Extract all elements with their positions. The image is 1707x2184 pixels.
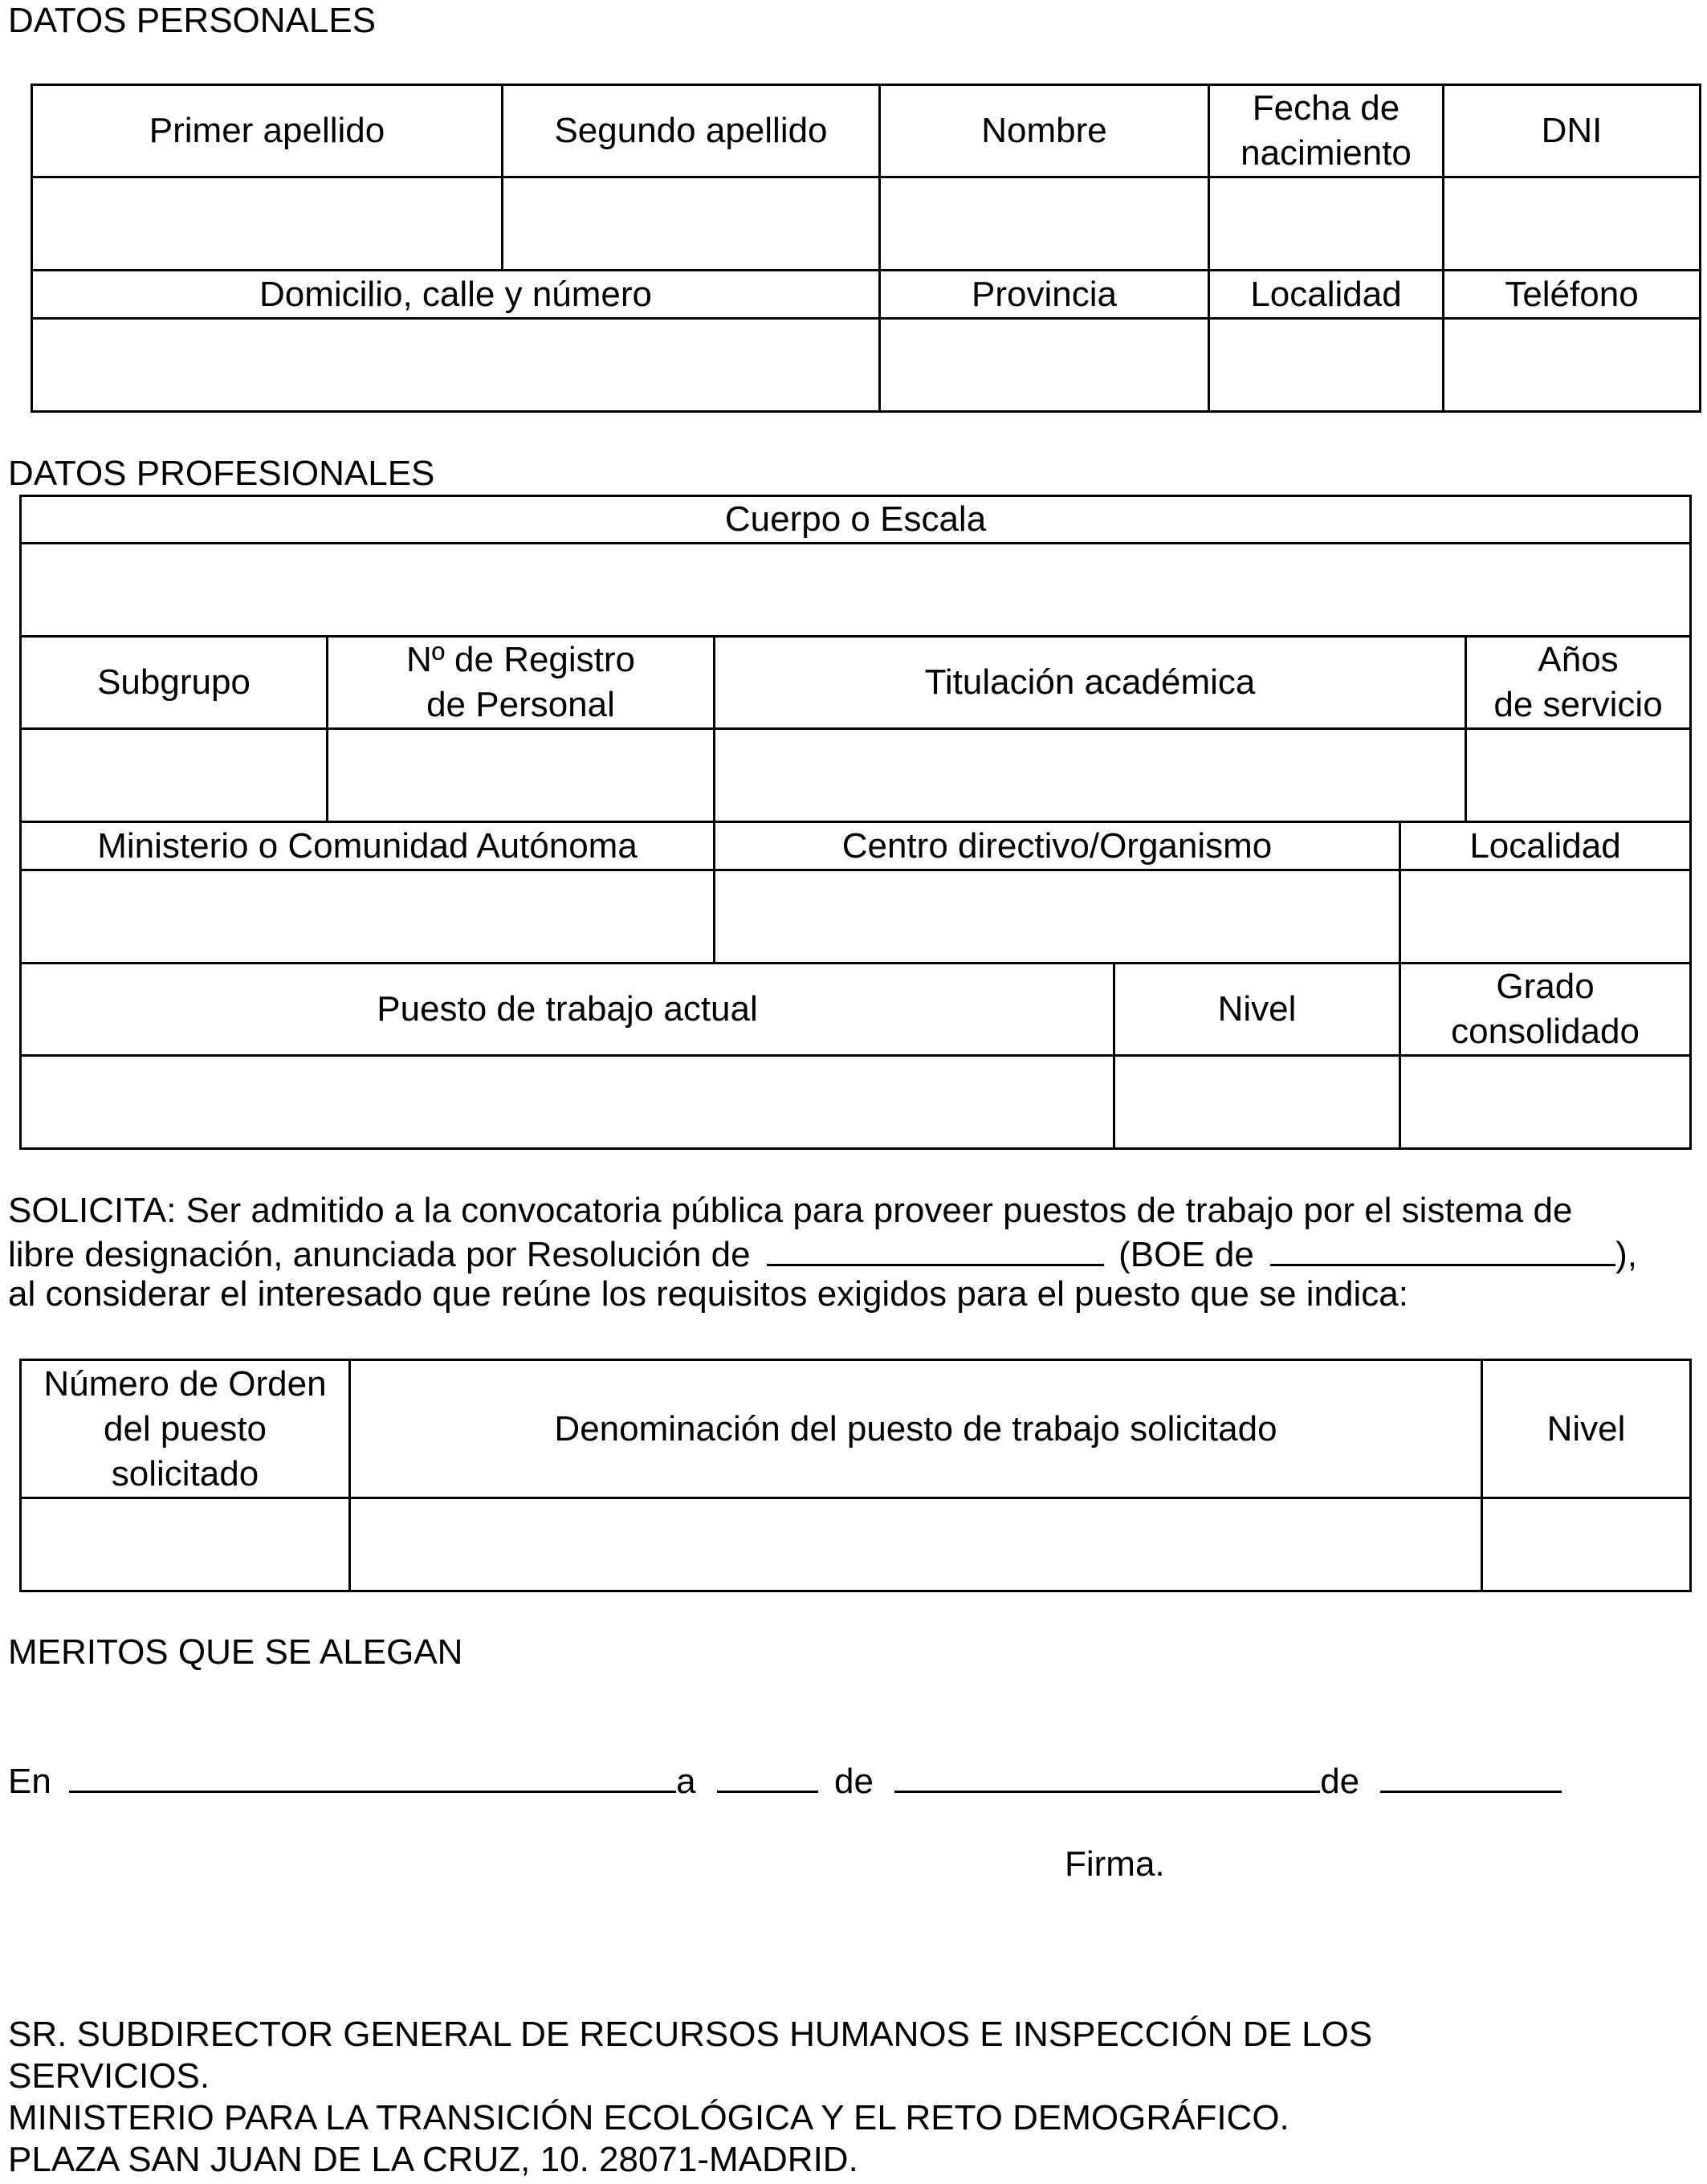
field-subgrupo[interactable] [21, 729, 328, 822]
header-nivel-solicitado: Nivel [1482, 1360, 1691, 1498]
header-primer-apellido: Primer apellido [32, 85, 503, 177]
header-localidad: Localidad [1209, 271, 1444, 319]
field-nombre[interactable] [880, 177, 1209, 271]
header-puesto-actual: Puesto de trabajo actual [21, 964, 1114, 1056]
de-label-2: de [1320, 1762, 1360, 1801]
de-label-1: de [834, 1762, 874, 1801]
field-domicilio[interactable] [32, 319, 880, 412]
header-provincia: Provincia [880, 271, 1209, 319]
header-grado-consolidado: Grado consolidado [1400, 964, 1691, 1056]
place-date-line [8, 1758, 1562, 1803]
header-centro-directivo: Centro directivo/Organismo [715, 822, 1400, 870]
addressee-line-1: SR. SUBDIRECTOR GENERAL DE RECURSOS HUMANOS E INSPECCIÓN DE LOS [8, 2015, 1373, 2054]
place-blank[interactable] [69, 1758, 676, 1793]
solicita-boe-label: (BOE de [1118, 1235, 1254, 1274]
year-blank[interactable] [1380, 1758, 1562, 1793]
header-titulacion: Titulación académica [715, 637, 1466, 729]
en-label: En [8, 1762, 51, 1801]
field-registro-personal[interactable] [328, 729, 715, 822]
header-numero-orden: Número de Orden del puesto solicitado [21, 1360, 350, 1498]
field-nivel-solicitado[interactable] [1482, 1498, 1691, 1591]
section-title-professional: DATOS PROFESIONALES [8, 454, 435, 493]
firma-label: Firma. [1065, 1844, 1165, 1884]
header-segundo-apellido: Segundo apellido [503, 85, 880, 177]
field-numero-orden[interactable] [21, 1498, 350, 1591]
field-cuerpo-escala[interactable] [21, 544, 1691, 637]
field-localidad-prof[interactable] [1400, 870, 1691, 964]
header-localidad-prof: Localidad [1400, 822, 1691, 870]
header-cuerpo-escala: Cuerpo o Escala [21, 496, 1691, 544]
header-nombre: Nombre [880, 85, 1209, 177]
field-fecha-nacimiento[interactable] [1209, 177, 1444, 271]
header-fecha-nacimiento: Fecha de nacimiento [1209, 85, 1444, 177]
a-label: a [676, 1762, 696, 1801]
header-subgrupo: Subgrupo [21, 637, 328, 729]
field-ministerio[interactable] [21, 870, 715, 964]
puesto-solicitado-table [19, 1359, 1692, 1592]
addressee-line-3: MINISTERIO PARA LA TRANSICIÓN ECOLÓGICA Y EL RETO DEMOGRÁFICO. [8, 2098, 1289, 2137]
header-anos-servicio: Años de servicio [1466, 637, 1691, 729]
resolucion-date-blank[interactable] [767, 1232, 1104, 1266]
boe-date-blank[interactable] [1270, 1232, 1615, 1266]
header-nivel: Nivel [1114, 964, 1400, 1056]
header-domicilio: Domicilio, calle y número [32, 271, 880, 319]
solicita-line-3: al considerar el interesado que reúne los requisitos exigidos para el puesto que se indica: [8, 1274, 1408, 1314]
header-telefono: Teléfono [1444, 271, 1701, 319]
field-anos-servicio[interactable] [1466, 729, 1691, 822]
section-title-personal: DATOS PERSONALES [8, 1, 377, 40]
addressee-line-2: SERVICIOS. [8, 2056, 210, 2096]
solicita-line-2 [8, 1232, 1678, 1276]
solicita-line-2-text: libre designación, anunciada por Resolución de [8, 1235, 751, 1274]
professional-data-table [19, 495, 1692, 1150]
header-denominacion-puesto: Denominación del puesto de trabajo solicitado [350, 1360, 1482, 1498]
field-grado-consolidado[interactable] [1400, 1056, 1691, 1149]
header-ministerio: Ministerio o Comunidad Autónoma [21, 822, 715, 870]
field-localidad[interactable] [1209, 319, 1444, 412]
day-blank[interactable] [717, 1758, 818, 1793]
header-registro-personal: Nº de Registro de Personal [328, 637, 715, 729]
field-denominacion-puesto[interactable] [350, 1498, 1482, 1591]
personal-data-table [31, 84, 1701, 413]
field-dni[interactable] [1444, 177, 1701, 271]
section-title-merits: MERITOS QUE SE ALEGAN [8, 1632, 463, 1672]
field-segundo-apellido[interactable] [503, 177, 880, 271]
field-provincia[interactable] [880, 319, 1209, 412]
field-telefono[interactable] [1444, 319, 1701, 412]
solicita-line-1: SOLICITA: Ser admitido a la convocatoria pública para proveer puestos de trabajo por el sistema de [8, 1191, 1573, 1230]
field-nivel[interactable] [1114, 1056, 1400, 1149]
field-primer-apellido[interactable] [32, 177, 503, 271]
field-puesto-actual[interactable] [21, 1056, 1114, 1149]
solicita-close-paren: ), [1615, 1235, 1637, 1274]
header-dni: DNI [1444, 85, 1701, 177]
field-centro-directivo[interactable] [715, 870, 1400, 964]
month-blank[interactable] [894, 1758, 1320, 1793]
addressee-line-4: PLAZA SAN JUAN DE LA CRUZ, 10. 28071-MADRID. [8, 2140, 858, 2179]
field-titulacion[interactable] [715, 729, 1466, 822]
